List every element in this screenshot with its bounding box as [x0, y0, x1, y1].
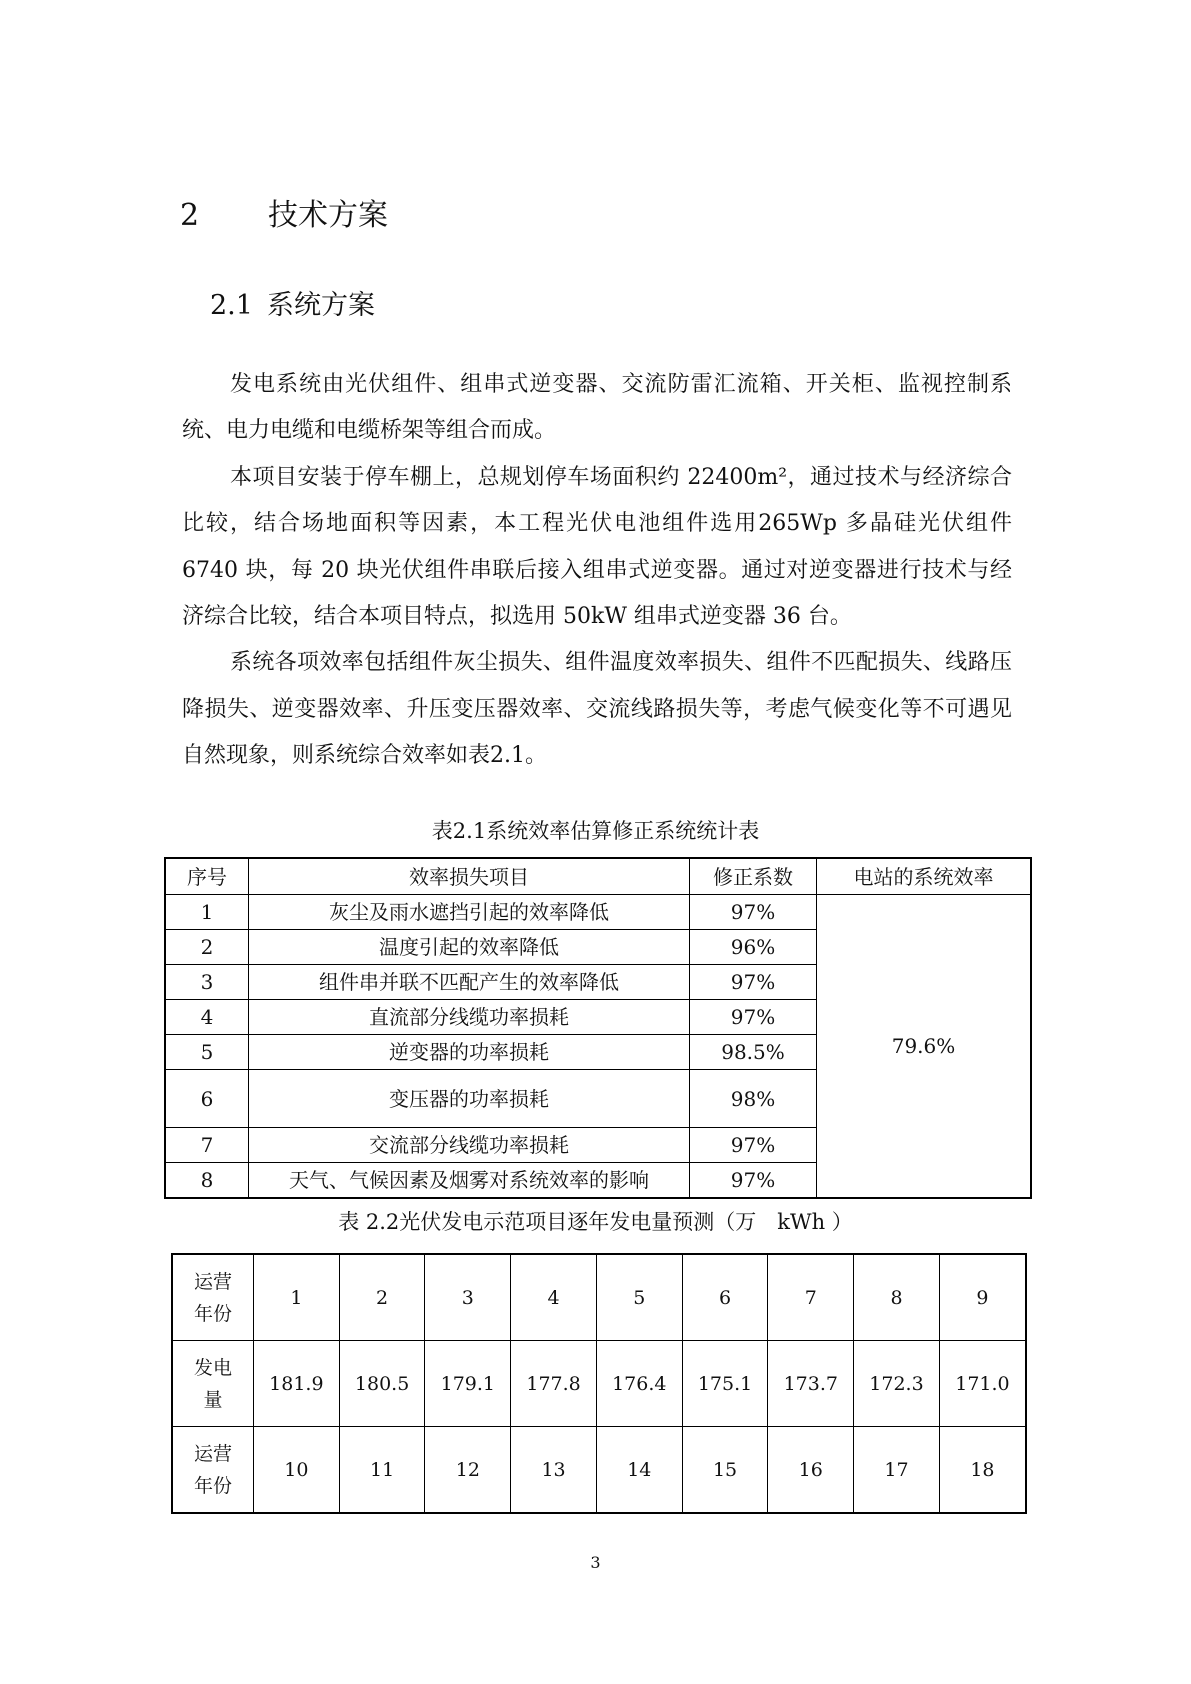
cell-index: 2: [165, 930, 249, 965]
cell-year: 6: [682, 1254, 768, 1341]
cell-index: 8: [165, 1163, 249, 1199]
cell-year: 9: [939, 1254, 1026, 1341]
row-header-year: 运营 年份: [172, 1254, 254, 1341]
paragraph: 发电系统由光伏组件、组串式逆变器、交流防雷汇流箱、开关柜、监视控制系统、电力电缆和电缆桥架等组合而成。: [182, 372, 1012, 444]
subsection-heading: [210, 288, 375, 324]
cell-system-efficiency: 79.6%: [817, 895, 1032, 1199]
cell-factor: 97%: [690, 1128, 817, 1163]
cell-year: 17: [854, 1427, 940, 1514]
cell-item: 直流部分线缆功率损耗: [249, 1000, 690, 1035]
cell-year: 12: [425, 1427, 511, 1514]
cell-year: 14: [596, 1427, 682, 1514]
cell-power: 179.1: [425, 1341, 511, 1427]
cell-year: 10: [254, 1427, 340, 1514]
page-number: 3: [590, 1553, 601, 1572]
cell-factor: 97%: [690, 965, 817, 1000]
cell-year: 5: [596, 1254, 682, 1341]
cell-factor: 98.5%: [690, 1035, 817, 1070]
cell-item: 灰尘及雨水遮挡引起的效率降低: [249, 895, 690, 930]
cell-index: 5: [165, 1035, 249, 1070]
cell-year: 15: [682, 1427, 768, 1514]
row-header-power: 发电 量: [172, 1341, 254, 1427]
cell-factor: 97%: [690, 895, 817, 930]
cell-year: 4: [511, 1254, 597, 1341]
table-row-power: [172, 1341, 1026, 1427]
cell-power: 177.8: [511, 1341, 597, 1427]
row-header-year: 运营 年份: [172, 1427, 254, 1514]
cell-index: 7: [165, 1128, 249, 1163]
cell-item: 温度引起的效率降低: [249, 930, 690, 965]
cell-year: 11: [339, 1427, 425, 1514]
cell-year: 8: [854, 1254, 940, 1341]
table1-caption: 表2.1系统效率估算修正系统统计表: [431, 819, 760, 843]
cell-factor: 97%: [690, 1000, 817, 1035]
cell-power: 181.9: [254, 1341, 340, 1427]
col-header-system-efficiency: 电站的系统效率: [817, 858, 1032, 895]
table-row-years: [172, 1254, 1026, 1341]
section-number: 2: [180, 198, 200, 233]
cell-power: 175.1: [682, 1341, 768, 1427]
cell-factor: 98%: [690, 1070, 817, 1128]
table-row-years: [172, 1427, 1026, 1514]
cell-year: 7: [768, 1254, 854, 1341]
col-header-factor: 修正系数: [690, 858, 817, 895]
cell-year: 2: [339, 1254, 425, 1341]
section-heading: [180, 196, 388, 236]
cell-power: 180.5: [339, 1341, 425, 1427]
subsection-number: 2.1: [210, 290, 253, 321]
subsection-title: 系统方案: [266, 290, 375, 321]
table-row: [165, 895, 1031, 930]
cell-index: 1: [165, 895, 249, 930]
cell-item: 天气、气候因素及烟雾对系统效率的影响: [249, 1163, 690, 1199]
cell-item: 逆变器的功率损耗: [249, 1035, 690, 1070]
cell-index: 3: [165, 965, 249, 1000]
cell-year: 13: [511, 1427, 597, 1514]
efficiency-table: [164, 857, 1032, 1199]
cell-power: 173.7: [768, 1341, 854, 1427]
annual-generation-table: [171, 1253, 1027, 1514]
paragraph: 系统各项效率包括组件灰尘损失、组件温度效率损失、组件不匹配损失、线路压降损失、逆变器效率、升压变压器效率、交流线路损失等，考虑气候变化等不可遇见自然现象，则系统综合效率如表2.1。: [182, 650, 1012, 769]
cell-power: 176.4: [596, 1341, 682, 1427]
cell-factor: 96%: [690, 930, 817, 965]
cell-year: 3: [425, 1254, 511, 1341]
cell-item: 交流部分线缆功率损耗: [249, 1128, 690, 1163]
cell-year: 16: [768, 1427, 854, 1514]
cell-year: 18: [939, 1427, 1026, 1514]
col-header-index: 序号: [165, 858, 249, 895]
paragraph: 本项目安装于停车棚上，总规划停车场面积约 22400m²，通过技术与经济综合比较，结合场地面积等因素，本工程光伏电池组件选用265Wp 多晶硅光伏组件 6740 块，每 20 块光伏组件串联后接入组串式逆变器。通过对逆变器进行技术与经济综合比较，结合本项目特点，拟选用 50kW 组串式逆变器 36 台。: [182, 464, 1012, 630]
cell-index: 6: [165, 1070, 249, 1128]
col-header-item: 效率损失项目: [249, 858, 690, 895]
cell-factor: 97%: [690, 1163, 817, 1199]
body-text: [182, 362, 1012, 780]
table2-caption: 表 2.2光伏发电示范项目逐年发电量预测（万 kWh ）: [338, 1210, 853, 1234]
section-title: 技术方案: [268, 198, 388, 233]
cell-item: 组件串并联不匹配产生的效率降低: [249, 965, 690, 1000]
cell-year: 1: [254, 1254, 340, 1341]
cell-power: 171.0: [939, 1341, 1026, 1427]
table-header-row: [165, 858, 1031, 895]
cell-power: 172.3: [854, 1341, 940, 1427]
cell-item: 变压器的功率损耗: [249, 1070, 690, 1128]
cell-index: 4: [165, 1000, 249, 1035]
